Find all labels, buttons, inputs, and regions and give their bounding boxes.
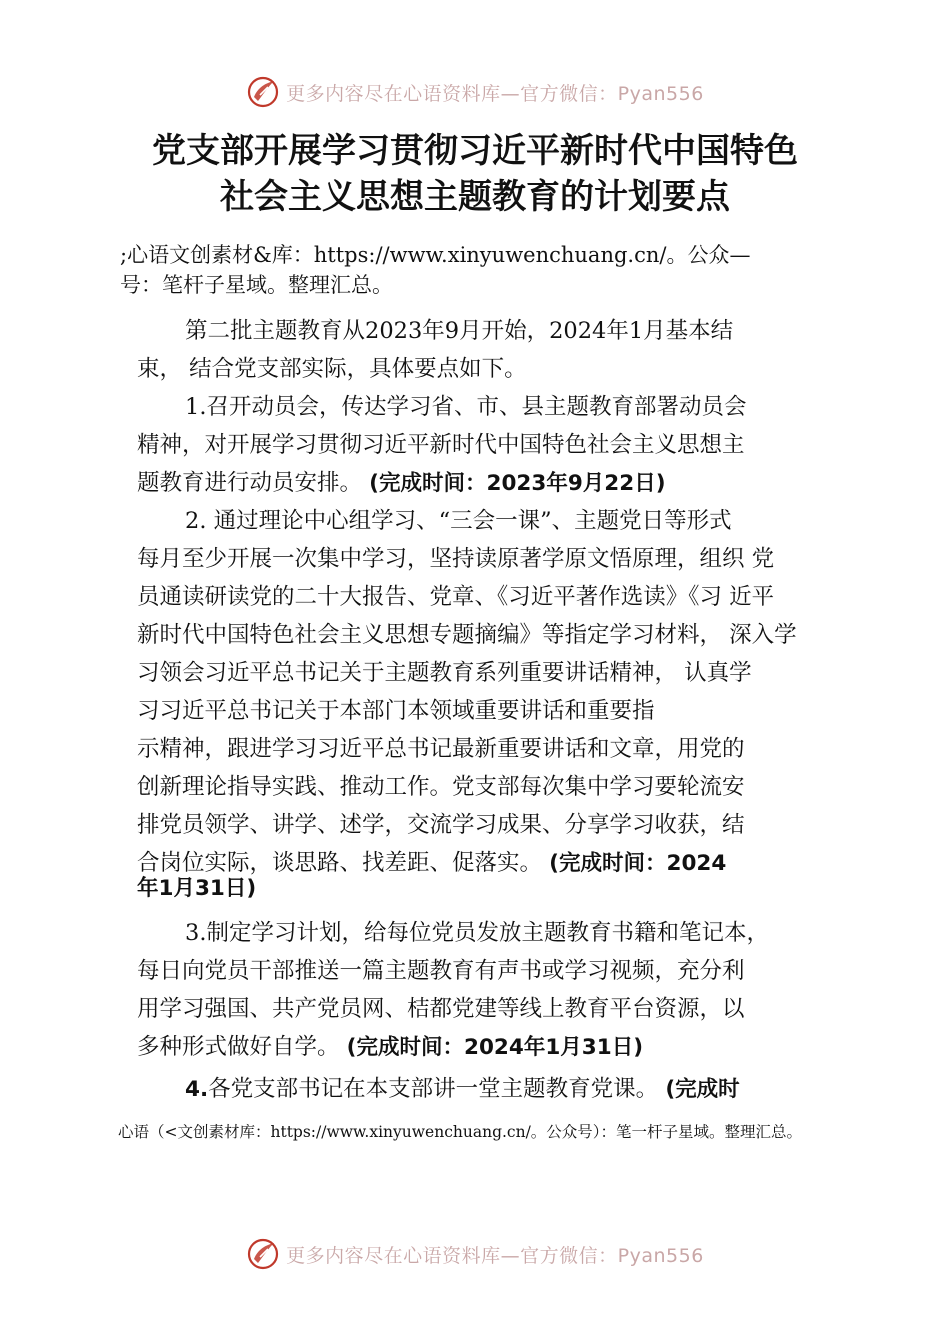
item-1-line-1: 1.召开动员会，传达学习省、市、县主题教育部署动员会 (185, 394, 747, 420)
item-4-number: 4. (185, 1077, 209, 1102)
document-body (137, 312, 837, 1108)
item-2-text-10: 合岗位实际，谈思路、找差距、促落实。 (137, 850, 543, 876)
item-4-text-1: 各党支部书记在本支部讲一堂主题教育党课。 (208, 1076, 659, 1102)
item-4-paragraph (137, 1070, 837, 1108)
item-2-deadline-b: 年1月31日) (137, 876, 257, 901)
source-note (120, 240, 840, 300)
bottom-watermark-banner (0, 1232, 950, 1276)
item-2-line-7: 示精神，跟进学习习近平总书记最新重要讲话和文章，用党的 (137, 736, 745, 762)
item-4-line-1 (137, 1070, 837, 1108)
footer-source-note: 心语（<文创素材库：https://www.xinyuwenchuang.cn/。公众号）：笔一杆子星域。整理汇总。 (118, 1123, 803, 1141)
intro-paragraph (137, 312, 837, 388)
item-3-paragraph (137, 914, 837, 1066)
intro-line-2: 束， 结合党支部实际，具体要点如下。 (137, 356, 527, 382)
banner-text: 更多内容尽在心语资料库—官方微信：Pyan556 (286, 1244, 704, 1267)
item-2-line-4: 新时代中国特色社会主义思想专题摘编》等指定学习材料， 深入学 (137, 622, 797, 648)
source-line-1: ;心语文创素材&库：https://www.xinyuwenchuang.cn/。公众— (120, 243, 751, 267)
item-4-deadline-a: (完成时 (665, 1077, 740, 1102)
document-title (0, 128, 950, 220)
source-line-2: 号：笔杆子星域。整理汇总。 (120, 273, 393, 297)
item-2-line-8: 创新理论指导实践、推动工作。党支部每次集中学习要轮流安 (137, 774, 745, 800)
item-3-text-4: 多种形式做好自学。 (137, 1034, 340, 1060)
item-3-line-4 (137, 1028, 837, 1066)
item-2-line-2: 每月至少开展一次集中学习，坚持读原著学原文悟原理，组织 党 (137, 546, 775, 572)
item-2-line-10 (137, 844, 837, 874)
item-3-deadline: (完成时间：2024年1月31日) (346, 1035, 644, 1060)
item-1-paragraph (137, 388, 837, 502)
banner-text: 更多内容尽在心语资料库—官方微信：Pyan556 (286, 82, 704, 105)
item-2-deadline-a: (完成时间：2024 (549, 851, 727, 876)
item-2-line-1: 2. 通过理论中心组学习、“三会一课”、主题党日等形式 (185, 508, 732, 534)
brand-logo-icon (246, 1237, 280, 1271)
brand-logo-icon (246, 75, 280, 109)
title-line-1: 党支部开展学习贯彻习近平新时代中国特色 (152, 131, 798, 171)
item-1-line-2: 精神，对开展学习贯彻习近平新时代中国特色社会主义思想主 (137, 432, 745, 458)
item-1-deadline: (完成时间：2023年9月22日) (369, 471, 666, 496)
item-3-line-2: 每日向党员干部推送一篇主题教育有声书或学习视频，充分利 (137, 958, 745, 984)
item-3-line-3: 用学习强国、共产党员网、桔都党建等线上教育平台资源，以 (137, 996, 745, 1022)
item-2-line-5: 习领会习近平总书记关于主题教育系列重要讲话精神， 认真学 (137, 660, 752, 686)
item-2-line-3: 员通读研读党的二十大报告、党章、《习近平著作选读》《习 近平 (137, 584, 775, 610)
intro-line-1: 第二批主题教育从2023年9月开始，2024年1月基本结 (185, 318, 734, 344)
item-1-text-3: 题教育进行动员安排。 (137, 470, 363, 496)
item-2-line-6: 习习近平总书记关于本部门本领域重要讲话和重要指 (137, 698, 655, 724)
top-watermark-banner (0, 70, 950, 114)
title-line-2: 社会主义思想主题教育的计划要点 (220, 177, 730, 217)
item-3-line-1: 3.制定学习计划，给每位党员发放主题教育书籍和笔记本， (185, 920, 769, 946)
item-1-line-3 (137, 464, 837, 502)
item-2-paragraph (137, 502, 837, 904)
item-2-line-9: 排党员领学、讲学、述学，交流学习成果、分享学习收获，结 (137, 812, 745, 838)
